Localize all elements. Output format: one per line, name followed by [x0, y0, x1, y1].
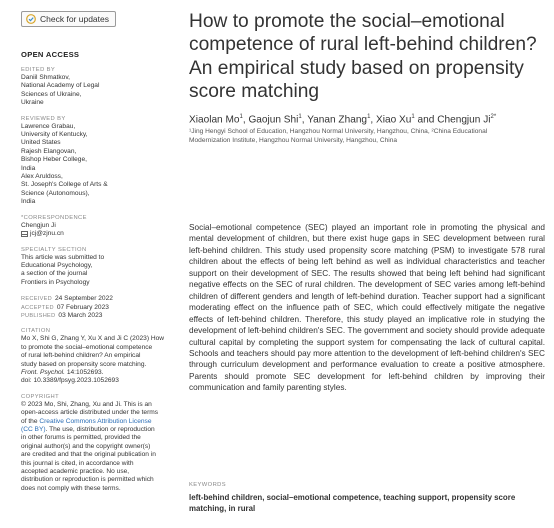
citation-volume: 14:1052693. [64, 368, 104, 376]
author-name[interactable]: Xiao Xu [376, 113, 412, 125]
affiliations [189, 128, 545, 145]
correspondence-name: Chengjun Ji [21, 221, 56, 229]
abstract: Social–emotional competence (SEC) played an important role in promoting the physical and mental development of children, but there exist huge gaps in SEC development between rural left-behind children. This study used propensity score matching (PSM) to investigate 578 rural children about the effects of being left behind as well as individual characteristics and teacher support on their development of SEC. The results showed that being left behind had significant negative effects on the SEC of rural children. The development of SEC varies among left-behind children of different genders and length of left-behind duration. Teacher support had a significant moderating effect on the influence path of SEC, which could effectively mitigate the negative effects of left-behind children. Therefore, this study played an implicative role in studying the development of left-behind children's SEC. The government and society should provide adequate cultural capital by completing the support system for compensating the lack of cultural capital. Schools and teachers should pay more attention to the development of left-behind children's SEC through curriculum development and performance evaluation to create a positive atmosphere. Parents should promote SEC development for left-behind children by improving their communication and family parenting styles. [189, 223, 545, 393]
author-name[interactable]: Chengjun Ji [437, 113, 491, 125]
edited-by-section [21, 67, 181, 108]
reviewer-line: University of Kentucky, [21, 131, 88, 139]
copyright-line-2: open-access article distributed under the terms [21, 409, 159, 417]
author-affiliation-mark: 1 [239, 113, 243, 120]
date-value: 24 September 2022 [55, 295, 113, 303]
cc-by-link[interactable]: (CC BY) [21, 426, 46, 433]
editor-line: Daniil Shmatkov, [21, 74, 70, 81]
citation-line: Mo X, Shi G, Zhang Y, Xu X and Ji C (2023) How [21, 335, 165, 343]
date-label: PUBLISHED [21, 312, 56, 319]
correspondence-email[interactable]: jcj@zjnu.cn [30, 230, 64, 238]
reviewer-line: India [21, 164, 36, 172]
specialty-text [21, 254, 181, 288]
editor-line: Sciences of Ukraine, [21, 90, 82, 98]
copyright-line: in other forums is permitted, provided the [21, 434, 141, 442]
keywords: left-behind children, social–emotional competence, teaching support, propensity score matching, in rural [189, 493, 516, 513]
author-affiliation-mark: 2* [490, 113, 497, 120]
article-sidebar [21, 11, 181, 493]
reviewer-line: India [21, 198, 36, 206]
correspondence-label: *CORRESPONDENCE [21, 214, 87, 221]
specialty-line: Educational Psychology, [21, 261, 93, 269]
affiliation-line-1: ¹Jing Hengyi School of Education, Hangzhou Normal University, Hangzhou, China, ²China Educational [189, 128, 488, 136]
date-row [21, 312, 181, 320]
check-for-updates-label: Check for updates [40, 14, 109, 24]
license-link[interactable]: Creative Commons Attribution License [39, 417, 152, 425]
author-name[interactable]: Xiaolan Mo [189, 113, 240, 125]
copyright-rest [21, 434, 181, 493]
citation-line: study based on propensity score matching. [21, 360, 147, 368]
reviewed-by-list [21, 123, 181, 207]
copyright-line: are credited and that the original publication in [21, 451, 156, 459]
reviewer-line: Lawrence Grabau, [21, 122, 76, 130]
open-access-label: OPEN ACCESS [21, 50, 80, 59]
citation-line: to promote the social–emotional competence [21, 343, 153, 351]
citation-line: of rural left-behind children? An empirical [21, 352, 141, 360]
copyright-line: this journal is cited, in accordance with [21, 459, 134, 467]
author-list: Xiaolan Mo$^1$, Gaojun Shi$^1$, Yanan Zhang$^1$, Xiao Xu$^1$ and Chengjun $Ji^{2*}$ [189, 113, 497, 125]
reviewer-line: Rajesh Elangovan, [21, 147, 77, 155]
copyright-after-link-1: . The use, distribution or reproduction [45, 426, 155, 433]
date-label: RECEIVED [21, 296, 52, 303]
author-affiliation-mark: 1 [298, 113, 302, 120]
copyright-line-3: of the [21, 417, 40, 425]
specialty-label: SPECIALTY SECTION [21, 246, 87, 253]
date-row [21, 295, 181, 303]
specialty-line: a section of the journal [21, 270, 88, 278]
reviewer-line: Science (Autonomous), [21, 189, 90, 197]
citation-journal: Front. Psychol. [21, 368, 65, 376]
specialty-line: This article was submitted to [21, 253, 105, 261]
reviewer-line: St. Joseph's College of Arts & [21, 181, 108, 189]
copyright-line: does not comply with these terms. [21, 484, 121, 492]
copyright-line-1: © 2023 Mo, Shi, Zhang, Xu and Ji. This is an [21, 400, 152, 408]
citation-text [21, 335, 181, 369]
edited-by-label: EDITED BY [21, 67, 56, 73]
author-name[interactable]: Yanan Zhang [307, 113, 368, 125]
author-affiliation-mark: 1 [411, 113, 415, 120]
article-header [189, 10, 545, 146]
check-for-updates-button[interactable] [21, 11, 116, 27]
date-value: 03 March 2023 [58, 311, 103, 319]
article-title: How to promote the social–emotional competence of rural left-behind children? An empirical study based on propensity score matching [189, 11, 537, 103]
authors-and: and [417, 113, 435, 125]
specialty-section [21, 247, 181, 288]
reviewed-by-section [21, 116, 181, 207]
copyright-line: accepted academic practice. No use, [21, 468, 130, 476]
reviewer-line: Alex Aruldoss, [21, 173, 63, 181]
reviewer-line: United States [21, 139, 61, 147]
author-name[interactable]: Gaojun Shi [248, 113, 299, 125]
editor-line: National Academy of Legal [21, 82, 100, 90]
keywords-label: KEYWORDS [189, 482, 227, 488]
reviewer-line: Bishop Heber College, [21, 156, 87, 164]
author-affiliation-mark: 1 [367, 113, 371, 120]
citation-doi[interactable]: doi: 10.3389/fpsyg.2023.1052693 [21, 377, 119, 385]
check-updates-icon [26, 14, 36, 24]
date-label: ACCEPTED [21, 304, 54, 311]
affiliation-line-2: Modernization Institute, Hangzhou Normal University, Hangzhou, China [189, 137, 398, 145]
date-value: 07 February 2023 [56, 303, 109, 311]
citation-label: CITATION [21, 328, 51, 335]
editor-line: Ukraine [21, 99, 44, 107]
copyright-line: original author(s) and the copyright owner(s) [21, 442, 151, 450]
edited-by-list [21, 74, 181, 108]
date-row [21, 304, 181, 312]
copyright-line: distribution or reproduction is permitted which [21, 476, 154, 484]
specialty-line: Frontiers in Psychology [21, 278, 90, 286]
reviewed-by-label: REVIEWED BY [21, 115, 66, 122]
correspondence-section [21, 215, 181, 239]
citation-section [21, 328, 181, 385]
email-icon [21, 231, 28, 237]
copyright-section [21, 394, 181, 493]
copyright-label: COPYRIGHT [21, 393, 60, 400]
article-dates [21, 295, 181, 320]
